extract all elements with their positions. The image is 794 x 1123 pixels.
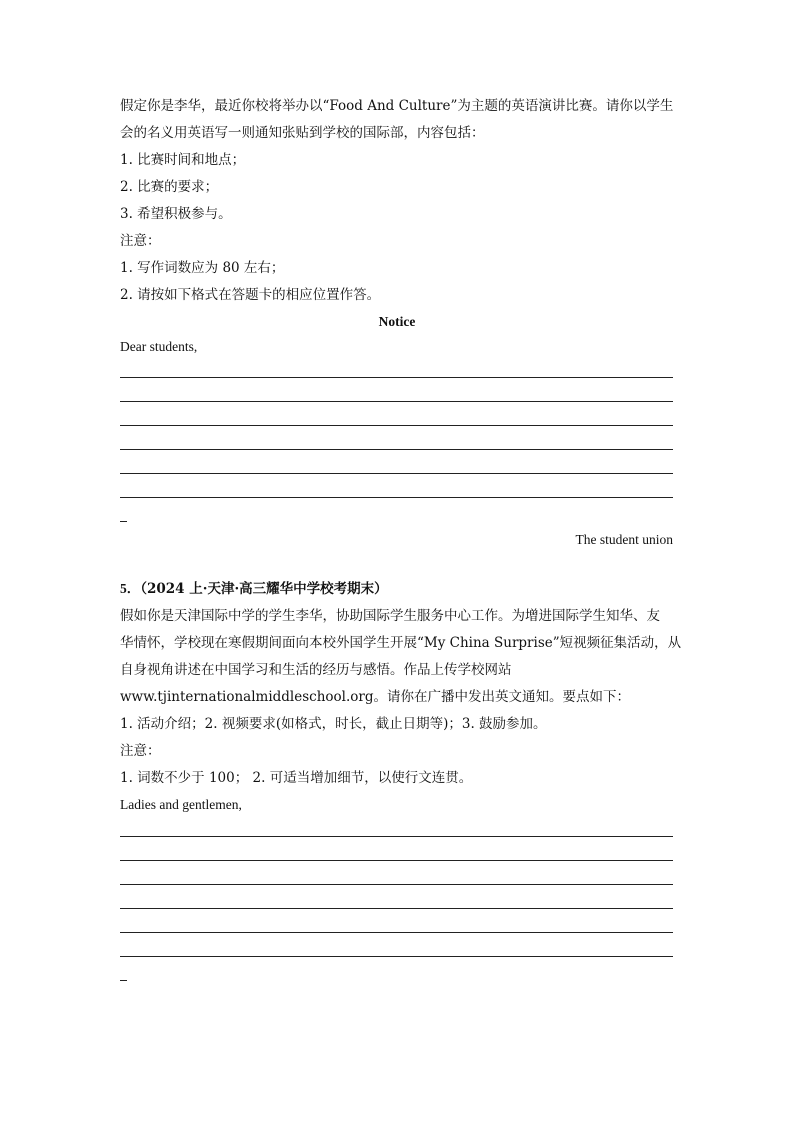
answer-line <box>120 473 673 474</box>
notes-label: 注意： <box>120 233 161 249</box>
answer-line <box>120 425 673 426</box>
question-number: 5． <box>120 581 141 596</box>
notes-label: 注意： <box>120 743 161 759</box>
salutation: Dear students, <box>120 339 198 354</box>
answer-line <box>120 956 673 957</box>
answer-line <box>120 908 673 909</box>
requirement-1: 1. 比赛时间和地点； <box>120 152 246 168</box>
prompt-line-2: 华情怀，学校现在寒假期间面向本校外国学生开展“My China Surprise”短视频征集活动，从 <box>120 635 682 651</box>
notice-title: Notice <box>378 314 416 329</box>
answer-line-end <box>120 521 127 522</box>
question-header <box>120 580 676 598</box>
requirement-2: 2. 比赛的要求； <box>120 179 219 195</box>
answer-line <box>120 401 673 402</box>
answer-line <box>120 497 673 498</box>
prompt-line-2: 会的名义用英语写一则通知张贴到学校的国际部，内容包括： <box>120 125 485 141</box>
prompt-line-1: 假定你是李华，最近你校将举办以“Food And Culture”为主题的英语演讲比赛。请你以学生 <box>120 98 674 114</box>
answer-line-end <box>120 980 127 981</box>
answer-line <box>120 932 673 933</box>
note-2: 2. 请按如下格式在答题卡的相应位置作答。 <box>120 287 381 303</box>
prompt-line-1: 假如你是天津国际中学的学生李华，协助国际学生服务中心工作。为增进国际学生知华、友 <box>120 608 660 624</box>
signature: The student union <box>575 532 673 547</box>
answer-line <box>120 449 673 450</box>
salutation: Ladies and gentlemen, <box>120 797 242 812</box>
notes: 1. 词数不少于 100； 2. 可适当增加细节，以使行文连贯。 <box>120 770 473 786</box>
prompt-line-3: 自身视角讲述在中国学习和生活的经历与感悟。作品上传学校网站 <box>120 662 512 678</box>
answer-line <box>120 836 673 837</box>
answer-line <box>120 884 673 885</box>
prompt-line-4: www.tjinternationalmiddleschool.org。请你在广播中发出英文通知。要点如下： <box>120 689 631 705</box>
note-1: 1. 写作词数应为 80 左右； <box>120 260 285 276</box>
requirements: 1. 活动介绍；2. 视频要求(如格式，时长，截止日期等)；3. 鼓励参加。 <box>120 716 547 732</box>
requirement-3: 3. 希望积极参与。 <box>120 206 232 222</box>
answer-line <box>120 377 673 378</box>
answer-line <box>120 860 673 861</box>
question-source: （2024 上·天津·高三耀华中学校考期末） <box>140 581 388 597</box>
